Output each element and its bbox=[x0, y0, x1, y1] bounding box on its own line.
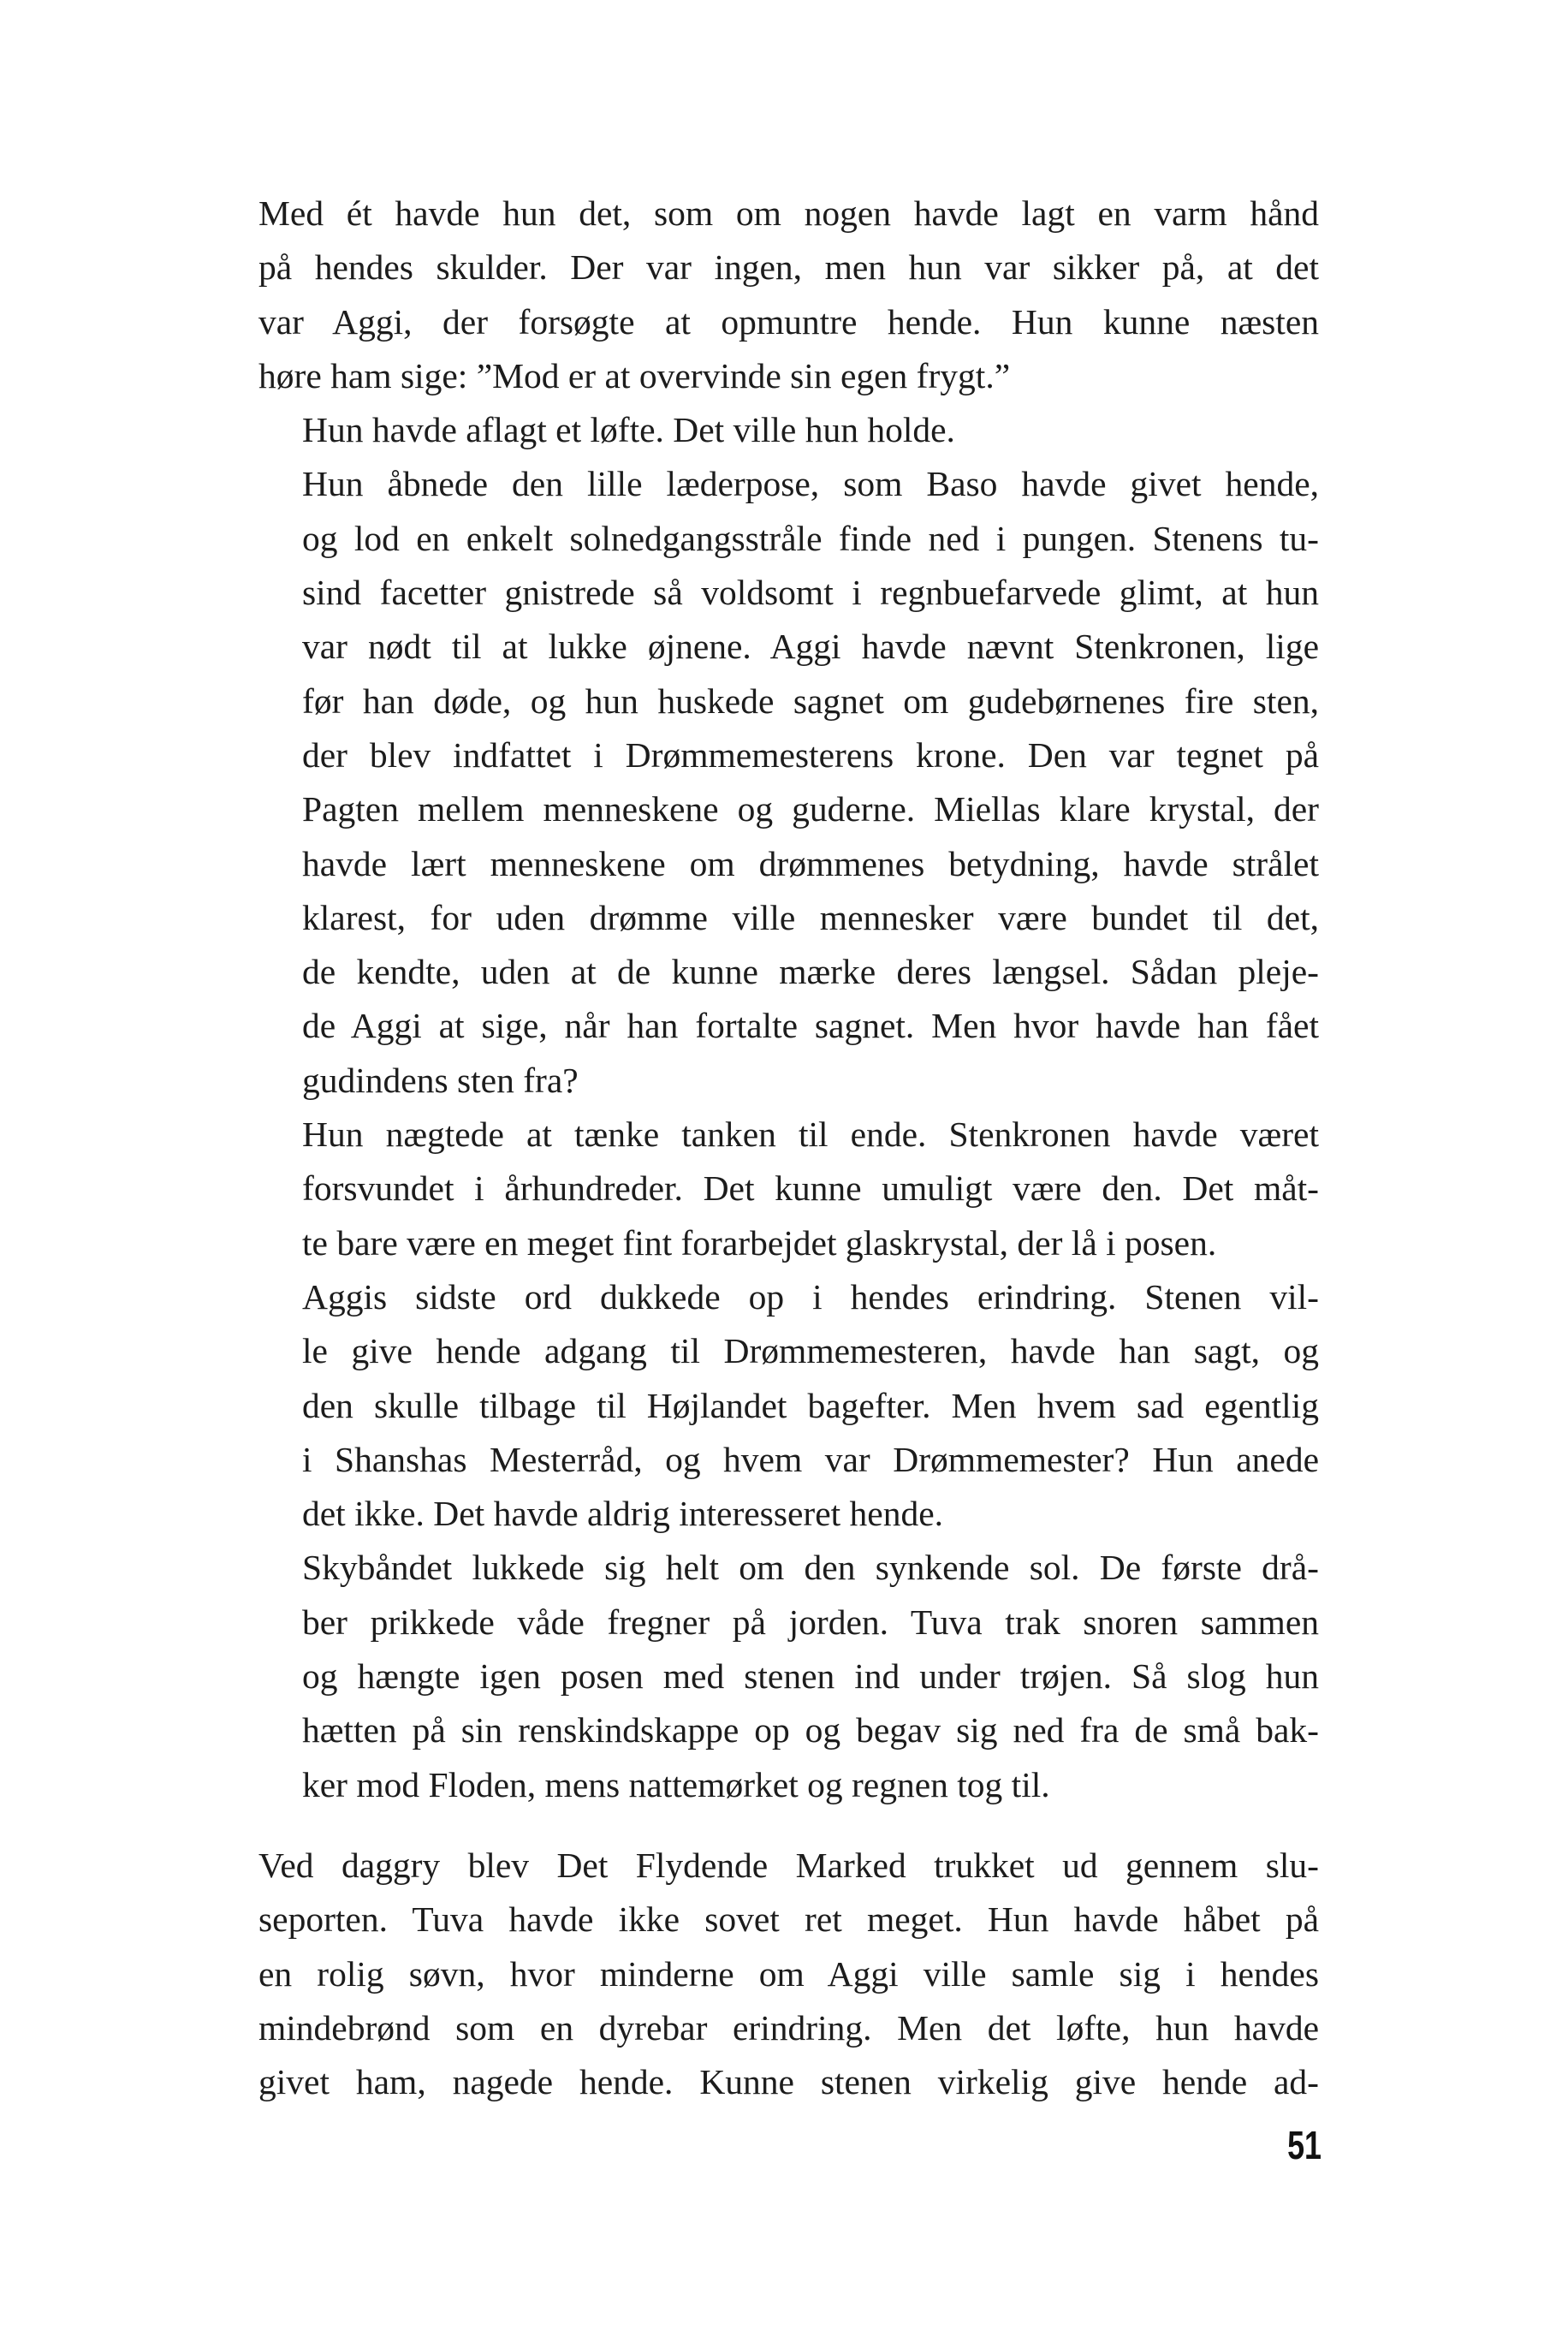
text-line: Ved daggry blev Det Flydende Marked trukket ud gennem slu- bbox=[258, 1846, 1319, 1885]
text-line: hætten på sin renskindskappe op og begav sig ned fra de små bak- bbox=[302, 1710, 1319, 1751]
text-line: Aggis sidste ord dukkede op i hendes erindring. Stenen vil- bbox=[302, 1276, 1319, 1317]
text-line: og hængte igen posen med stenen ind under trøjen. Så slog hun bbox=[302, 1656, 1319, 1697]
body-text-section-two bbox=[258, 1839, 1319, 2109]
text-line: seporten. Tuva havde ikke sovet ret meget. Hun havde håbet på bbox=[258, 1899, 1319, 1940]
text-line: og lod en enkelt solnedgangsstråle finde ned i pungen. Stenens tu- bbox=[302, 518, 1319, 558]
text-line: en rolig søvn, hvor minderne om Aggi ville samle sig i hendes bbox=[258, 1953, 1319, 1994]
text-line: klarest, for uden drømme ville mennesker være bundet til det, bbox=[302, 897, 1319, 937]
paragraph bbox=[258, 403, 1319, 457]
paragraph bbox=[258, 1541, 1319, 1811]
text-line: le give hende adgang til Drømmemesteren, havde han sagt, og bbox=[302, 1331, 1319, 1371]
text-line: Skybåndet lukkede sig helt om den synkende sol. De første drå- bbox=[302, 1548, 1319, 1588]
text-line: var nødt til at lukke øjnene. Aggi havde nævnt Stenkronen, lige bbox=[302, 627, 1319, 667]
text-line: høre ham sige: ”Mod er at overvinde sin egen frygt.” bbox=[258, 355, 1011, 395]
text-line: Med ét havde hun det, som om nogen havde lagt en varm hånd bbox=[258, 193, 1319, 233]
text-line: før han døde, og hun huskede sagnet om gudebørnenes fire sten, bbox=[302, 681, 1319, 721]
paragraph bbox=[258, 1108, 1319, 1270]
paragraph bbox=[258, 1270, 1319, 1541]
paragraph bbox=[258, 457, 1319, 1108]
text-line: på hendes skulder. Der var ingen, men hun var sikker på, at det bbox=[258, 247, 1319, 288]
text-line: gudindens sten fra? bbox=[302, 1060, 579, 1100]
text-line: de Aggi at sige, når han fortalte sagnet. Men hvor havde han fået bbox=[302, 1006, 1319, 1046]
text-line: i Shanshas Mesterråd, og hvem var Drømmemester? Hun anede bbox=[302, 1439, 1319, 1479]
page-number: 51 bbox=[1287, 2123, 1322, 2167]
text-line: te bare være en meget fint forarbejdet glaskrystal, der lå i posen. bbox=[302, 1222, 1217, 1263]
paragraph bbox=[258, 1839, 1319, 2109]
text-line: de kendte, uden at de kunne mærke deres længsel. Sådan pleje- bbox=[302, 952, 1319, 992]
text-line: givet ham, nagede hende. Kunne stenen virkelig give hende ad- bbox=[258, 2062, 1319, 2102]
text-line: havde lært menneskene om drømmenes betydning, havde strålet bbox=[302, 843, 1319, 883]
text-line: den skulle tilbage til Højlandet bagefter. Men hvem sad egentlig bbox=[302, 1385, 1319, 1425]
text-line: var Aggi, der forsøgte at opmuntre hende. Hun kunne næsten bbox=[258, 301, 1319, 342]
text-line: ber prikkede våde fregner på jorden. Tuva trak snoren sammen bbox=[302, 1602, 1319, 1642]
text-line: Hun havde aflagt et løfte. Det ville hun holde. bbox=[302, 410, 955, 450]
body-text-section-one bbox=[258, 187, 1319, 1812]
text-line: ker mod Floden, mens nattemørket og regnen tog til. bbox=[302, 1764, 1050, 1804]
text-line: sind facetter gnistrede så voldsomt i regnbuefarvede glimt, at hun bbox=[302, 573, 1319, 613]
text-line: Pagten mellem menneskene og guderne. Miellas klare krystal, der bbox=[302, 789, 1319, 829]
text-line: forsvundet i århundreder. Det kunne umuligt være den. Det måt- bbox=[302, 1168, 1319, 1209]
paragraph bbox=[258, 187, 1319, 403]
text-line: Hun åbnede den lille læderpose, som Baso havde givet hende, bbox=[302, 464, 1319, 504]
text-line: mindebrønd som en dyrebar erindring. Men det løfte, hun havde bbox=[258, 2007, 1319, 2048]
text-line: Hun nægtede at tænke tanken til ende. Stenkronen havde været bbox=[302, 1115, 1319, 1155]
text-line: der blev indfattet i Drømmemesterens krone. Den var tegnet på bbox=[302, 734, 1319, 775]
text-line: det ikke. Det havde aldrig interesseret hende. bbox=[302, 1494, 944, 1534]
